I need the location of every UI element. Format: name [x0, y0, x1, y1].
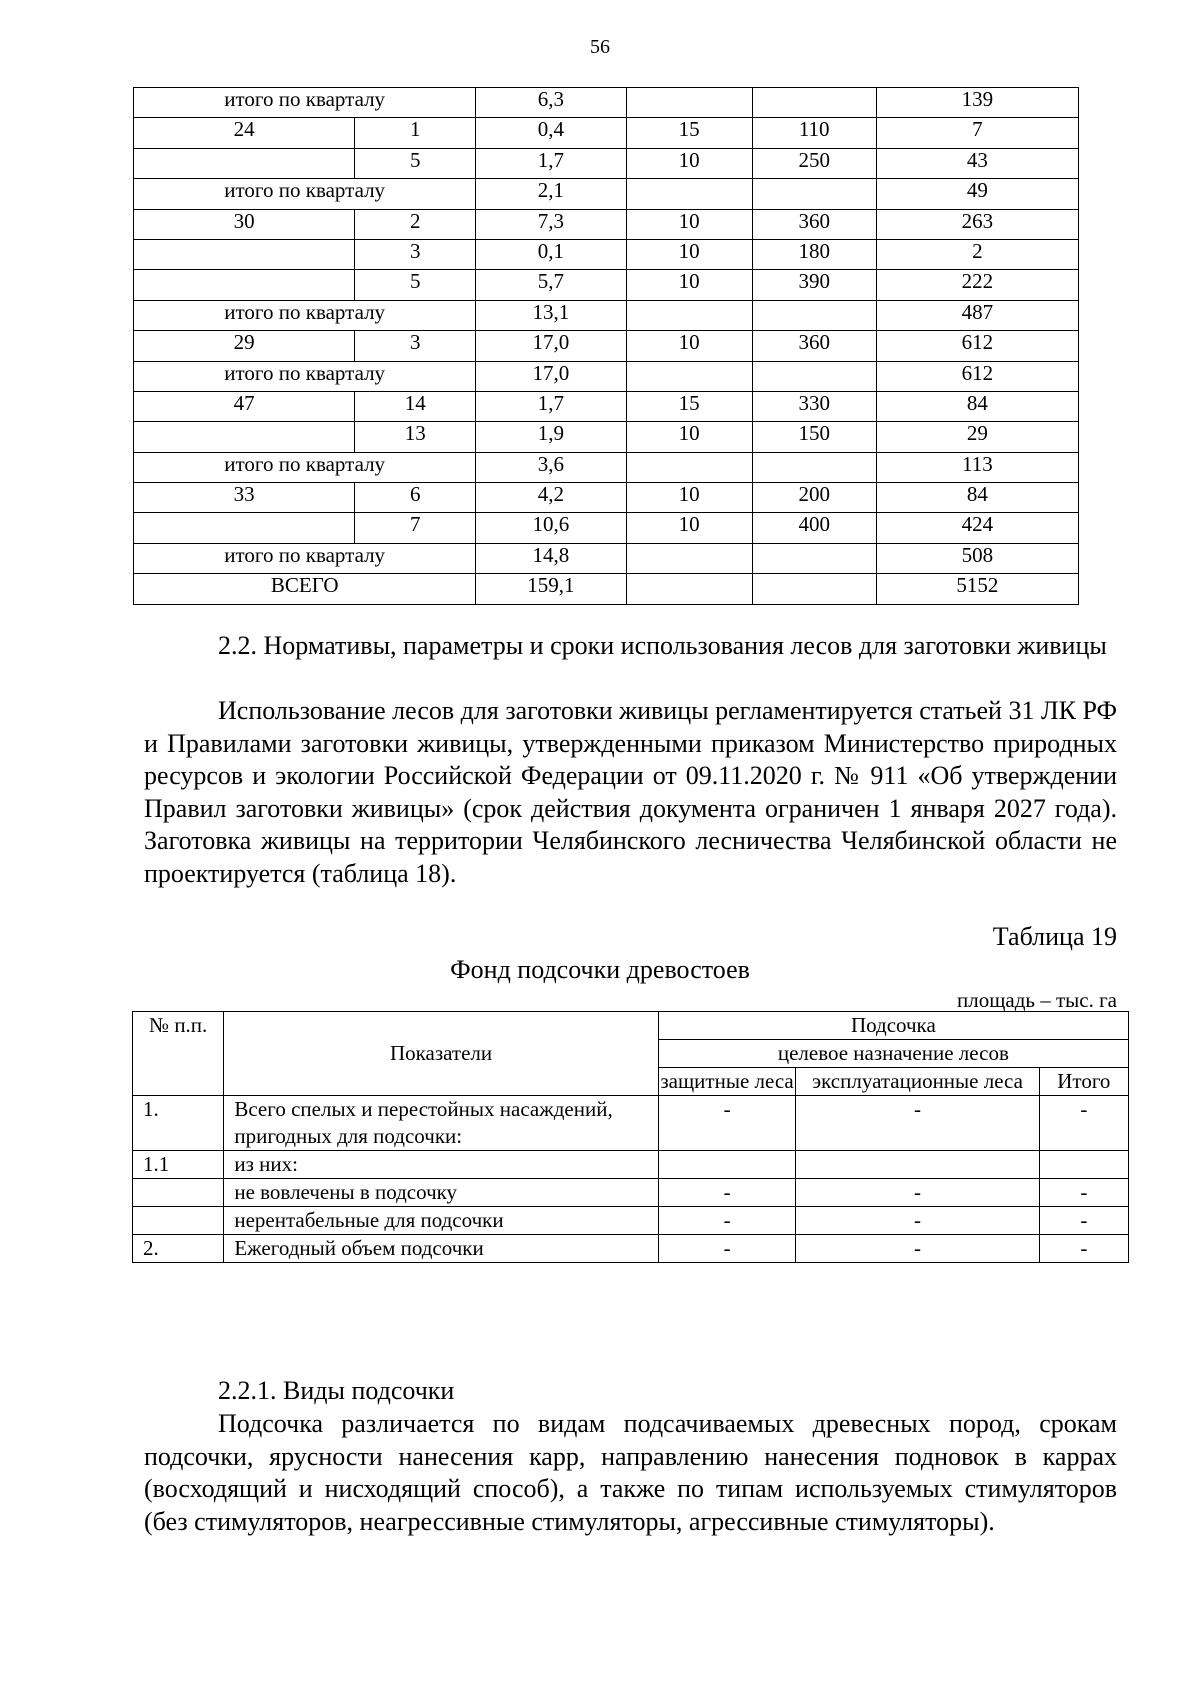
area-cell: 0,1: [476, 239, 626, 269]
section-cell: 1: [355, 118, 476, 148]
table-row: [133, 1235, 1129, 1263]
volume-cell: 5152: [876, 574, 1078, 604]
value-cell: [626, 574, 752, 604]
area-cell: 1,9: [476, 422, 626, 452]
value-cell: [752, 361, 876, 391]
row-number: 1.1: [133, 1151, 224, 1179]
table-row: [134, 209, 1079, 239]
quarter-cell: [134, 270, 355, 300]
table-row: [134, 239, 1079, 269]
header-purpose: целевое назначение лесов: [658, 1040, 1128, 1068]
value-cell: 330: [752, 391, 876, 421]
area-cell: 6,3: [476, 88, 626, 118]
header-exploitation: эксплуатационные леса: [796, 1068, 1039, 1096]
value-cell: [752, 574, 876, 604]
quarter-cell: 33: [134, 483, 355, 513]
section-cell: 13: [355, 422, 476, 452]
area-cell: 14,8: [476, 543, 626, 573]
value-cell: 360: [752, 209, 876, 239]
table-row: [134, 331, 1079, 361]
quarter-cell: 24: [134, 118, 355, 148]
table-row: [134, 543, 1079, 573]
total-value: [1039, 1151, 1128, 1179]
table-row: [134, 300, 1079, 330]
row-number: 2.: [133, 1235, 224, 1263]
volume-cell: 612: [876, 331, 1078, 361]
table-row: [134, 361, 1079, 391]
subtotal-label: итого по кварталу: [134, 88, 476, 118]
area-cell: 159,1: [476, 574, 626, 604]
area-cell: 0,4: [476, 118, 626, 148]
table-row: [133, 1151, 1129, 1179]
volume-cell: 487: [876, 300, 1078, 330]
row-indicator: нерентабельные для подсочки: [224, 1207, 658, 1235]
section-2-2-1-heading: 2.2.1. Виды подсочки: [218, 1376, 455, 1405]
value-cell: [752, 300, 876, 330]
volume-cell: 84: [876, 391, 1078, 421]
total-value: -: [1039, 1096, 1128, 1151]
tapping-fund-table: [132, 1011, 1129, 1263]
value-cell: [626, 88, 752, 118]
total-value: -: [1039, 1207, 1128, 1235]
header-indicators: Показатели: [224, 1012, 658, 1096]
row-indicator: Ежегодный объем подсочки: [224, 1235, 658, 1263]
section-2-2-paragraph: Использование лесов для заготовки живицы регламентируется статьей 31 ЛК РФ и Правилами заготовки живицы, утвержденными приказом Министерство природных ресурсов и экологии Российской Федерации от 09.11.2020 г. № 911 «Об утверждении Правил заготовки живицы» (срок действия документа ограничен 1 января 2027 года). Заготовка живицы на территории Челябинского лесничества Челябинской области не проектируется (таблица 18).: [144, 696, 1118, 888]
section-cell: 14: [355, 391, 476, 421]
value-cell: 10: [626, 422, 752, 452]
value-cell: 15: [626, 118, 752, 148]
value-cell: [752, 88, 876, 118]
value-cell: 10: [626, 270, 752, 300]
exploitation-value: -: [796, 1179, 1039, 1207]
value-cell: [752, 179, 876, 209]
table-19-title: Фонд подсочки древостоев: [450, 955, 750, 984]
header-total: Итого: [1039, 1068, 1128, 1096]
table-row: [134, 513, 1079, 543]
row-indicator: Всего спелых и перестойных насаждений, пригодных для подсочки:: [224, 1096, 658, 1151]
value-cell: 360: [752, 331, 876, 361]
quarter-cell: 30: [134, 209, 355, 239]
value-cell: 390: [752, 270, 876, 300]
protective-value: -: [658, 1096, 796, 1151]
volume-cell: 424: [876, 513, 1078, 543]
value-cell: [626, 452, 752, 482]
exploitation-value: -: [796, 1207, 1039, 1235]
value-cell: 200: [752, 483, 876, 513]
header-tapping: Подсочка: [658, 1012, 1128, 1040]
value-cell: 10: [626, 148, 752, 178]
table-row: [134, 452, 1079, 482]
volume-cell: 2: [876, 239, 1078, 269]
harvest-table: [133, 87, 1079, 605]
volume-cell: 84: [876, 483, 1078, 513]
volume-cell: 49: [876, 179, 1078, 209]
table-row: [134, 422, 1079, 452]
row-number: [133, 1179, 224, 1207]
section-cell: 6: [355, 483, 476, 513]
value-cell: 15: [626, 391, 752, 421]
volume-cell: 139: [876, 88, 1078, 118]
table-row: [133, 1207, 1129, 1235]
protective-value: [658, 1151, 796, 1179]
total-value: -: [1039, 1235, 1128, 1263]
section-cell: 3: [355, 331, 476, 361]
subtotal-label: итого по кварталу: [134, 543, 476, 573]
table-row: [133, 1096, 1129, 1151]
volume-cell: 508: [876, 543, 1078, 573]
exploitation-value: [796, 1151, 1039, 1179]
exploitation-value: -: [796, 1096, 1039, 1151]
area-cell: 7,3: [476, 209, 626, 239]
value-cell: 10: [626, 331, 752, 361]
value-cell: 10: [626, 513, 752, 543]
area-cell: 17,0: [476, 361, 626, 391]
table-row: [134, 148, 1079, 178]
row-indicator: из них:: [224, 1151, 658, 1179]
quarter-cell: 29: [134, 331, 355, 361]
value-cell: 180: [752, 239, 876, 269]
section-cell: 2: [355, 209, 476, 239]
protective-value: -: [658, 1207, 796, 1235]
table-row: [134, 118, 1079, 148]
area-cell: 4,2: [476, 483, 626, 513]
area-cell: 17,0: [476, 331, 626, 361]
value-cell: [752, 543, 876, 573]
table-row: [134, 483, 1079, 513]
section-cell: 5: [355, 148, 476, 178]
value-cell: [626, 543, 752, 573]
area-cell: 1,7: [476, 148, 626, 178]
subtotal-label: итого по кварталу: [134, 179, 476, 209]
volume-cell: 43: [876, 148, 1078, 178]
subtotal-label: ВСЕГО: [134, 574, 476, 604]
header-num: № п.п.: [133, 1012, 224, 1096]
volume-cell: 612: [876, 361, 1078, 391]
subtotal-label: итого по кварталу: [134, 361, 476, 391]
table-row: [134, 179, 1079, 209]
area-cell: 10,6: [476, 513, 626, 543]
value-cell: 110: [752, 118, 876, 148]
quarter-cell: [134, 513, 355, 543]
row-indicator: не вовлечены в подсочку: [224, 1179, 658, 1207]
quarter-cell: [134, 148, 355, 178]
section-2-2-heading: 2.2. Нормативы, параметры и сроки использования лесов для заготовки живицы: [218, 631, 1107, 660]
table-row: [133, 1179, 1129, 1207]
volume-cell: 7: [876, 118, 1078, 148]
value-cell: [752, 452, 876, 482]
value-cell: [626, 179, 752, 209]
table-19-label: Таблица 19: [992, 922, 1117, 951]
table-row: [134, 88, 1079, 118]
value-cell: 400: [752, 513, 876, 543]
value-cell: 150: [752, 422, 876, 452]
quarter-cell: 47: [134, 391, 355, 421]
subtotal-label: итого по кварталу: [134, 452, 476, 482]
row-number: [133, 1207, 224, 1235]
section-cell: 7: [355, 513, 476, 543]
volume-cell: 113: [876, 452, 1078, 482]
table-19-unit: площадь – тыс. га: [956, 988, 1117, 1012]
protective-value: -: [658, 1235, 796, 1263]
section-cell: 3: [355, 239, 476, 269]
protective-value: -: [658, 1179, 796, 1207]
value-cell: [626, 300, 752, 330]
area-cell: 1,7: [476, 391, 626, 421]
quarter-cell: [134, 422, 355, 452]
value-cell: 10: [626, 209, 752, 239]
section-cell: 5: [355, 270, 476, 300]
section-2-2-1-paragraph: Подсочка различается по видам подсачиваемых древесных пород, срокам подсочки, ярусности нанесения карр, направлению нанесения подновок в каррах (восходящий и нисходящий способ), а также по типам используемых стимуляторов (без стимуляторов, неагрессивные стимуляторы, агрессивные стимуляторы).: [144, 1409, 1117, 1536]
exploitation-value: -: [796, 1235, 1039, 1263]
area-cell: 13,1: [476, 300, 626, 330]
total-value: -: [1039, 1179, 1128, 1207]
area-cell: 3,6: [476, 452, 626, 482]
area-cell: 2,1: [476, 179, 626, 209]
table-row: [134, 574, 1079, 604]
value-cell: 10: [626, 483, 752, 513]
table-row: [134, 391, 1079, 421]
header-protective: защитные леса: [658, 1068, 796, 1096]
volume-cell: 222: [876, 270, 1078, 300]
quarter-cell: [134, 239, 355, 269]
page-number: 56: [590, 36, 610, 58]
subtotal-label: итого по кварталу: [134, 300, 476, 330]
value-cell: [626, 361, 752, 391]
volume-cell: 263: [876, 209, 1078, 239]
value-cell: 10: [626, 239, 752, 269]
table-row: [134, 270, 1079, 300]
value-cell: 250: [752, 148, 876, 178]
volume-cell: 29: [876, 422, 1078, 452]
row-number: 1.: [133, 1096, 224, 1151]
area-cell: 5,7: [476, 270, 626, 300]
